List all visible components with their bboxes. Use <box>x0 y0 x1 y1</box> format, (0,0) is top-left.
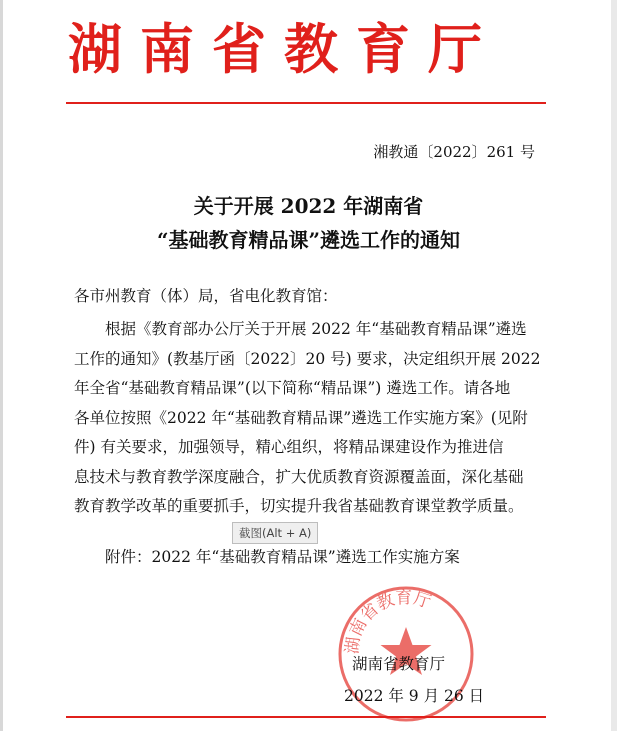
footer-red-rule <box>66 716 546 718</box>
body-line: 教育教学改革的重要抓手，切实提升我省基础教育课堂教学质量。 <box>74 497 524 515</box>
scan-edge-right <box>611 0 617 731</box>
masthead: 湖南省教育厅 <box>68 17 500 81</box>
body-line: 工作的通知》(教基厅函〔2022〕20 号) 要求，决定组织开展 2022 <box>74 349 541 368</box>
signing-organization: 湖南省教育厅 <box>352 655 446 673</box>
scan-edge-left <box>0 0 3 731</box>
attachment-line: 附件：2022 年“基础教育精品课”遴选工作实施方案 <box>105 548 460 566</box>
salutation: 各市州教育（体）局，省电化教育馆： <box>74 287 338 305</box>
seal-arc-text <box>342 588 433 655</box>
body-line: 各单位按照《2022 年“基础教育精品课”遴选工作实施方案》(见附 <box>74 408 528 427</box>
body-line: 根据《教育部办公厅关于开展 2022 年“基础教育精品课”遴选 <box>105 320 527 338</box>
body-paragraph <box>74 315 554 522</box>
masthead-red-rule <box>66 102 546 104</box>
signing-date: 2022 年 9 月 26 日 <box>344 687 485 705</box>
body-line: 息技术与教育教学深度融合，扩大优质教育资源覆盖面，深化基础 <box>74 467 524 486</box>
seal-arc-path-text: 湖南省教育厅 <box>342 588 434 656</box>
notice-title-line-1: 关于开展 2022 年湖南省 <box>193 194 424 218</box>
body-line: 年全省“基础教育精品课”(以下简称“精品课”) 遴选工作。请各地 <box>74 379 511 397</box>
notice-title-line-2: “基础教育精品课”遴选工作的通知 <box>156 228 460 252</box>
document-number: 湘教通〔2022〕261 号 <box>373 143 535 161</box>
screenshot-tooltip: 截图(Alt + A) <box>232 522 318 544</box>
body-line: 件) 有关要求，加强领导，精心组织，将精品课建设作为推进信 <box>74 438 504 456</box>
